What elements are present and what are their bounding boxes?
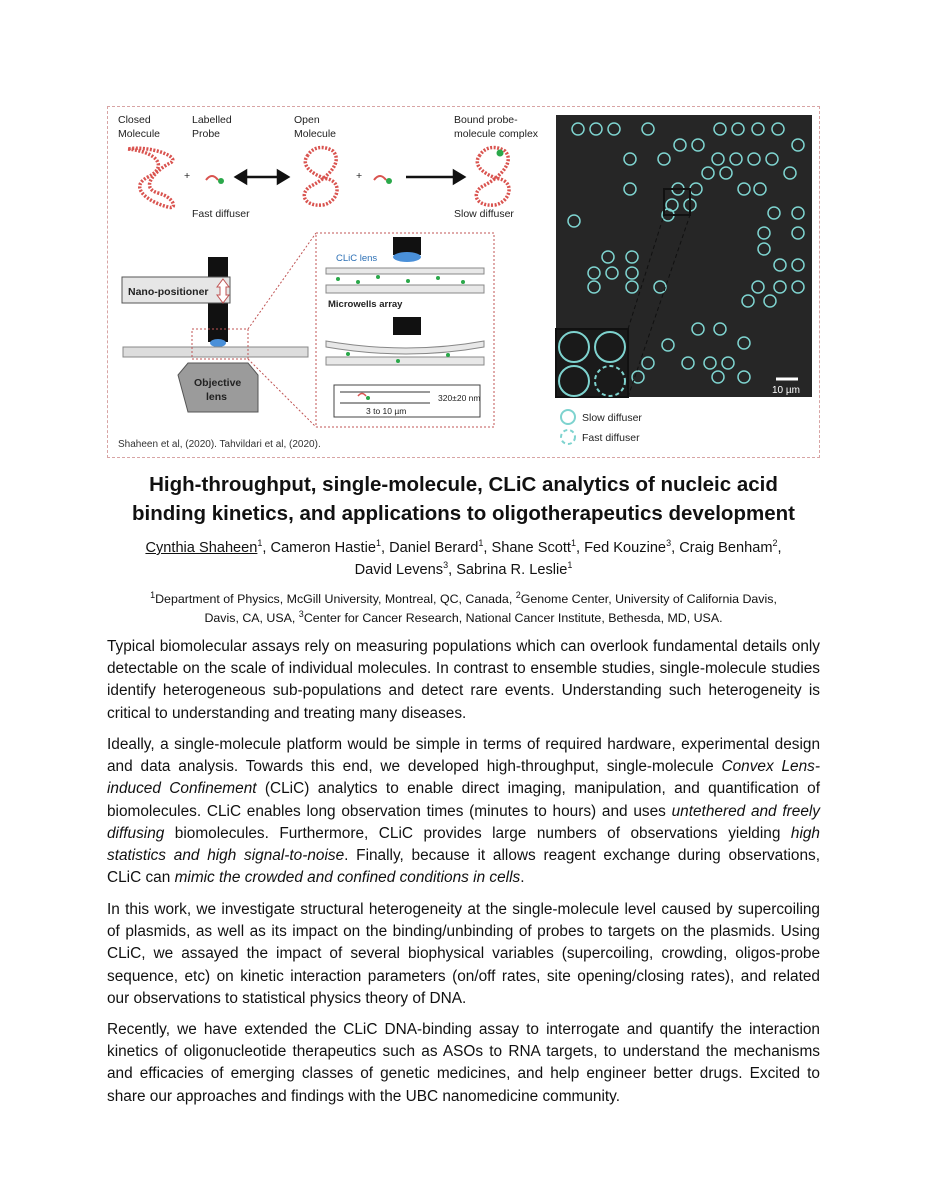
- arrow-right-icon: [406, 171, 464, 183]
- author-name: Sabrina R. Leslie: [456, 562, 568, 578]
- affil-sup: 2: [515, 589, 521, 600]
- author-name: Cameron Hastie: [270, 540, 376, 556]
- author-affil-sup: 1: [570, 538, 576, 549]
- legend-fast-label: Fast diffuser: [582, 432, 640, 444]
- author-list: [107, 537, 820, 581]
- author-affil-sup: 1: [567, 560, 573, 571]
- label-open-molecule: Molecule: [294, 128, 337, 140]
- paragraph-4: Recently, we have extended the CLiC DNA-binding assay to interrogate and quantify the interaction kinetics of oligonucleotide therapeutics such as ASOs to RNA targets, to understand the mechanisms and efficacies of emerging classes of genetic medicines, and help engineer better drugs. Excited to share our approaches and findings with the UBC nanomedicine community.: [107, 1021, 820, 1105]
- label-slow-diffuser: Slow diffuser: [454, 208, 514, 220]
- author-affil-sup: 1: [257, 538, 263, 549]
- author-name: Craig Benham: [679, 540, 773, 556]
- probe-icon: [374, 176, 392, 184]
- author-name: Cynthia Shaheen: [145, 540, 258, 556]
- author-sep: ,: [448, 562, 457, 578]
- label-labelled: Labelled: [192, 114, 232, 126]
- affiliation-2: Genome Center, University of California Davis,: [520, 592, 777, 606]
- clic-inset: [316, 233, 494, 427]
- scale-bar-label: 10 µm: [772, 385, 800, 396]
- affiliation-1: Department of Physics, McGill University, Montreal, QC, Canada,: [155, 592, 516, 606]
- author-affil-sup: 3: [666, 538, 672, 549]
- title-line-2: binding kinetics, and applications to oligotherapeutics development: [132, 502, 795, 525]
- plus-sign-2: +: [356, 170, 363, 182]
- figure-panel: [107, 106, 820, 458]
- micrograph-image: [556, 115, 812, 397]
- affil-sup: 3: [298, 608, 304, 619]
- objective-lens-label-1: Objective: [194, 377, 242, 389]
- affil-sup: 1: [150, 589, 156, 600]
- author-affil-sup: 2: [772, 538, 778, 549]
- nano-positioner-label: Nano-positioner: [128, 286, 209, 298]
- apparatus-diagram: [122, 233, 316, 427]
- legend-slow-label: Slow diffuser: [582, 412, 642, 424]
- label-closed: Closed: [118, 114, 151, 126]
- open-molecule-icon: [304, 148, 337, 206]
- plus-sign-1: +: [184, 170, 191, 182]
- label-complex: molecule complex: [454, 128, 539, 140]
- probe-icon: [206, 176, 224, 184]
- paragraph-2: Ideally, a single-molecule platform would be simple in terms of required hardware, experimental design and data analysis. Towards this end, we developed high-throughput, single-molecule Convex Lens-induced Confinement (CLiC) analytics to enable direct imaging, manipulation, and quantification of biomolecules. CLiC enables long observation times (minutes to hours) and uses untethered and freely diffusing biomolecules. Furthermore, CLiC provides large numbers of observations yielding high statistics and high signal-to-noise. Finally, because it allows reagent exchange during observations, CLiC can mimic the crowded and confined conditions in cells.: [107, 736, 821, 887]
- bound-probe-dot: [497, 150, 504, 157]
- author-sep: ,: [381, 540, 390, 556]
- bound-complex-icon: [476, 148, 509, 206]
- label-molecule: Molecule: [118, 128, 161, 140]
- closed-molecule-icon: [128, 148, 173, 207]
- depth-label: 320±20 nm: [438, 393, 481, 403]
- objective-lens-label-2: lens: [206, 391, 228, 403]
- affiliation-3: Center for Cancer Research, National Cancer Institute, Bethesda, MD, USA.: [303, 611, 723, 625]
- author-affil-sup: 1: [375, 538, 381, 549]
- author-sep: ,: [777, 540, 782, 556]
- paragraph-1: Typical biomolecular assays rely on measuring populations which can overlook fundamental details only detectable on the scale of individual molecules. In contrast to ensemble studies, single-molecule studies identify heterogeneous sub-populations and detect rare events. Understanding such heterogeneity is critical to understanding and treating many diseases.: [107, 638, 820, 722]
- author-sep: ,: [262, 540, 271, 556]
- figure-graphic: [108, 107, 819, 457]
- width-label: 3 to 10 µm: [366, 406, 407, 416]
- author-affil-sup: 3: [443, 560, 449, 571]
- author-sep: ,: [671, 540, 680, 556]
- clic-lens-label: CLiC lens: [336, 253, 378, 264]
- microwells-label: Microwells array: [328, 299, 403, 310]
- double-arrow-icon: [236, 171, 288, 183]
- label-open: Open: [294, 114, 320, 126]
- affiliations: [107, 590, 820, 628]
- figure-citation: Shaheen et al, (2020). Tahvildari et al, (2020).: [118, 439, 321, 450]
- title-line-1: High-throughput, single-molecule, CLiC analytics of nucleic acid: [149, 473, 778, 496]
- label-fast-diffuser: Fast diffuser: [192, 208, 250, 220]
- paper-title: [107, 470, 820, 528]
- author-affil-sup: 1: [478, 538, 484, 549]
- micrograph-legend: [561, 410, 642, 444]
- label-bound: Bound probe-: [454, 114, 518, 126]
- paragraph-3: In this work, we investigate structural heterogeneity at the single-molecule level caused by supercoiling of plasmids, as well as its impact on the binding/unbinding of probes to targets on the plasmids. Using CLiC, we assayed the impact of several biophysical variables (supercoiling, crowding, oligos-probe sequence, etc) on kinetic interaction parameters (on/off rates, site opening/closing rates), and related our observations to statistical physics theory of DNA.: [107, 901, 820, 1007]
- author-sep: ,: [483, 540, 492, 556]
- author-name: David Levens: [354, 562, 444, 578]
- author-name: Daniel Berard: [389, 540, 479, 556]
- author-name: Fed Kouzine: [584, 540, 667, 556]
- affiliation-2-cont: Davis, CA, USA,: [204, 611, 299, 625]
- author-sep: ,: [576, 540, 585, 556]
- label-probe: Probe: [192, 128, 221, 140]
- author-name: Shane Scott: [491, 540, 571, 556]
